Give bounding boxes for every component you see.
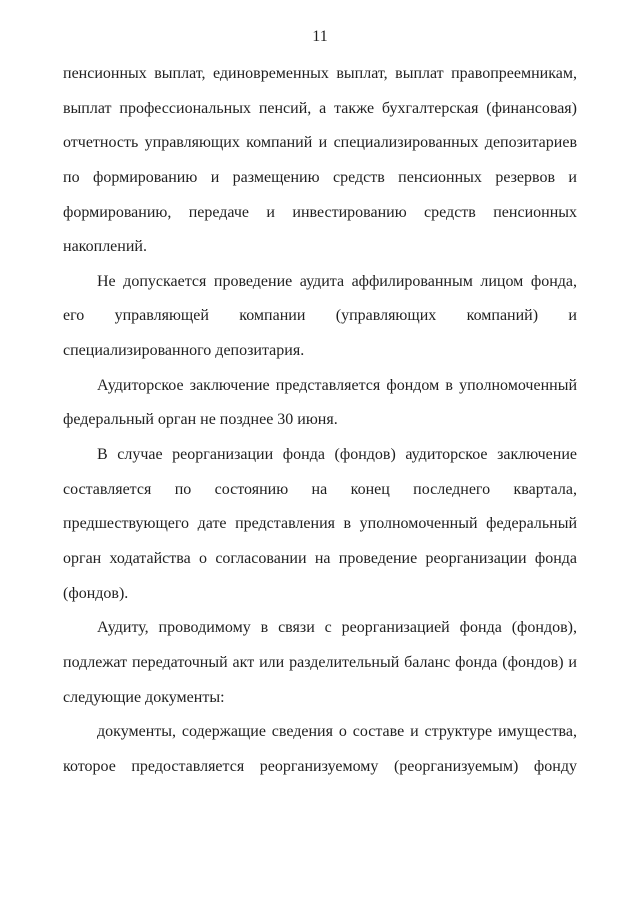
text-line: Аудиторское заключение представляется фондом в уполномоченный	[97, 376, 577, 394]
text-line: которое предоставляется реорганизуемому (реорганизуемым) фонду	[63, 757, 577, 775]
text-line: выплат профессиональных пенсий, а также бухгалтерская (финансовая)	[63, 99, 577, 117]
text-line: Не допускается проведение аудита аффилированным лицом фонда,	[97, 272, 577, 290]
text-line: орган ходатайства о согласовании на проведение реорганизации фонда	[63, 549, 577, 567]
text-line: подлежат передаточный акт или разделительный баланс фонда (фондов) и	[63, 653, 577, 671]
text-line: по формированию и размещению средств пенсионных резервов и	[63, 168, 577, 186]
text-line: предшествующего дате представления в уполномоченный федеральный	[63, 515, 577, 533]
document-body	[63, 57, 577, 784]
text-line: пенсионных выплат, единовременных выплат, выплат правопреемникам,	[63, 65, 577, 82]
text-line: следующие документы:	[63, 688, 225, 706]
text-line: отчетность управляющих компаний и специализированных депозитариев	[63, 134, 577, 152]
text-line: В случае реорганизации фонда (фондов) аудиторское заключение	[97, 446, 577, 464]
text-line: федеральный орган не позднее 30 июня.	[63, 411, 338, 429]
text-line: формированию, передаче и инвестированию средств пенсионных	[63, 203, 577, 221]
text-line: Аудиту, проводимому в связи с реорганизацией фонда (фондов),	[97, 619, 577, 637]
page-number: 11	[312, 28, 328, 45]
text-line: (фондов).	[63, 584, 129, 602]
text-line: специализированного депозитария.	[63, 342, 305, 360]
text-line: накоплений.	[63, 238, 147, 256]
text-line: документы, содержащие сведения о составе и структуре имущества,	[97, 723, 577, 741]
text-line: его управляющей компании (управляющих компаний) и	[63, 307, 577, 325]
text-line: составляется по состоянию на конец последнего квартала,	[63, 480, 577, 498]
